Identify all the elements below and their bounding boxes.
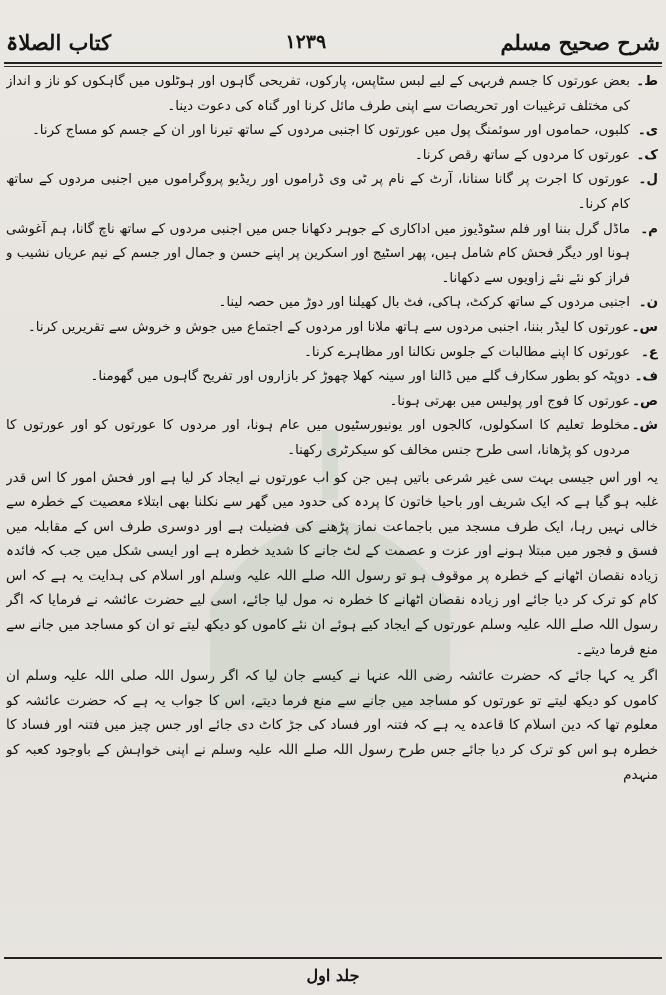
page-body <box>6 70 658 947</box>
list-marker: م۔ <box>640 221 658 237</box>
volume-label: جلد اول <box>306 966 360 985</box>
list-text: اجنبی مردوں کے ساتھ کرکٹ، ہاکی، فٹ بال کھیلنا اور دوڑ میں حصہ لینا۔ <box>218 295 630 311</box>
list-text: عورتوں کا اجرت پر گانا سنانا، آرٹ کے نام پر ٹی وی ڈراموں اور ریڈیو پروگراموں میں اجنبی مردوں کے ساتھ کام کرنا۔ <box>6 172 630 212</box>
list-marker: ط۔ <box>636 74 658 89</box>
list-text: عورتوں کا فوج اور پولیس میں بھرتی ہونا۔ <box>389 393 630 409</box>
list-marker: ص۔ <box>632 393 658 409</box>
list-text: عورتوں کا لیڈر بننا، اجنبی مردوں سے ہاتھ ملانا اور مردوں کے اجتماع میں جوش و خروش سے تقریریں کرنا۔ <box>27 319 630 335</box>
page-header <box>6 22 660 62</box>
body-paragraph: یہ اور اس جیسی بہت سی غیر شرعی باتیں ہیں جن کو اب عورتوں نے ایجاد کر لیا ہے اور فحش امور کا اس قدر غلبہ ہو گیا ہے کہ ایک شریف اور باحیا خاتون کا پردہ کی حدود میں گھر سے نکلنا بھی ابتلاء معصیت کے خطرہ سے خالی نہیں رہا، ایک طرف مسجد میں باجماعت نماز پڑھنے کی فضیلت ہے اور دوسری طرف اس کے مقابلہ میں فسق و فجور میں مبتلا ہونے اور عزت و عصمت کے لٹ جانے کا شدید خطرہ ہے اور ایسی شکل میں جب کہ فائدہ زیادہ نقصان اٹھانے کے خطرہ پر موقوف ہو تو رسول اللہ صلے اللہ علیہ وسلم اور اسلام کی ہدایت یہ ہے کہ اس کام کو ترک کر دیا جائے اور زیادہ نقصان اٹھانے کا خطرہ نہ مول لیا جائے، اسی لیے حضرت عائشہ نے فرمایا کہ اگر رسول اللہ صلے اللہ علیہ وسلم عورتوں کے ایجاد کیے ہوئے ان نئے کاموں کو دیکھ لیتے تو ان کو مساجد میں جانے سے منع فرما دیتے۔ <box>6 469 658 658</box>
chapter-title: کتاب الصلاۃ <box>6 29 112 55</box>
list-marker: ف۔ <box>634 369 658 385</box>
list-text: کلبوں، حماموں اور سوئمنگ پول میں عورتوں کا اجنبی مردوں کے ساتھ تیرنا اور ان کے جسم کو مساج کرنا۔ <box>31 123 630 139</box>
list-text: عورتوں کا اپنے مطالبات کے جلوس نکالنا اور مظاہرے کرنا۔ <box>304 344 630 360</box>
list-marker: ی۔ <box>637 123 658 139</box>
header-rule <box>4 62 662 64</box>
list-item <box>6 291 658 316</box>
list-marker: ک۔ <box>636 147 658 163</box>
body-paragraph: اگر یہ کہا جائے کہ حضرت عائشہ رضی اللہ عنہا نے کیسے جان لیا کہ اگر رسول اللہ صلی اللہ علیہ وسلم ان کاموں کو دیکھ لیتے تو عورتوں کو مساجد میں جانے سے منع فرما دیتے، اس کا جواب یہ ہے کہ حضرت عائشہ کو معلوم تھا کہ دین اسلام کا قاعدہ یہ ہے کہ فتنہ اور فساد کی جڑ کاٹ دی جائے اور جس چیز میں فتنہ اور فساد کا خطرہ ہو اس کو ترک کر دیا جائے جس طرح رسول اللہ صلے اللہ علیہ وسلم نے اپنی خواہش کے باوجود کعبہ کو منہدم <box>6 668 658 783</box>
footer-rule <box>4 957 662 959</box>
list-marker: ل۔ <box>638 172 658 188</box>
list-item <box>6 414 658 463</box>
list-item <box>6 119 658 144</box>
list-item <box>6 218 658 292</box>
list-item <box>6 341 658 366</box>
list-item <box>6 144 658 169</box>
list-marker: ع۔ <box>641 344 658 360</box>
list-item <box>6 168 658 217</box>
list-text: بعض عورتوں کا جسم فربہی کے لیے لبس سٹاپس، پارکوں، تفریحی گاہوں اور ہوٹلوں میں گاہکوں کو ناز و انداز کی مختلف ترغیبات اور تحریصات سے اپنی طرف مائل کرنا اور گناہ کی دعوت دینا۔ <box>6 74 630 114</box>
list-marker: ن۔ <box>638 295 658 311</box>
list-marker: س۔ <box>631 319 658 335</box>
list-item <box>6 70 658 119</box>
list-marker: ش۔ <box>631 418 658 434</box>
list-item <box>6 316 658 341</box>
list-text: مخلوط تعلیم کا اسکولوں، کالجوں اور یونیورسٹیوں میں عام ہونا، اور مردوں کا عورتوں کو اور عورتوں کا مردوں کو پڑھانا، اسی طرح جنس مخالف کو سیکرٹری رکھنا۔ <box>6 418 630 458</box>
header-rule-thin <box>4 66 662 67</box>
list-text: ماڈل گرل بننا اور فلم سٹوڈیوز میں اداکاری کے جوہر دکھانا جس میں اجنبی مردوں کے ساتھ ناچ گانا، ہم آغوشی ہونا اور دیگر فحش کام شامل ہیں، پھر اسٹیج اور اسکرین پر اپنے حسن و جمال اور جسم کے نیم عریاں نشیب و فراز کو نئے نئے زاویوں سے دکھانا۔ <box>6 221 630 286</box>
list-text: دوپٹہ کو بطور سکارف گلے میں ڈالنا اور سینہ کھلا چھوڑ کر بازاروں اور تفریح گاہوں میں گھومنا۔ <box>90 369 630 385</box>
list-item <box>6 365 658 390</box>
page-number: ۱۲۳۹ <box>285 31 327 53</box>
list-text: عورتوں کا مردوں کے ساتھ رقص کرنا۔ <box>414 147 630 163</box>
list-item <box>6 390 658 415</box>
book-title: شرح صحیح مسلم <box>500 29 660 55</box>
